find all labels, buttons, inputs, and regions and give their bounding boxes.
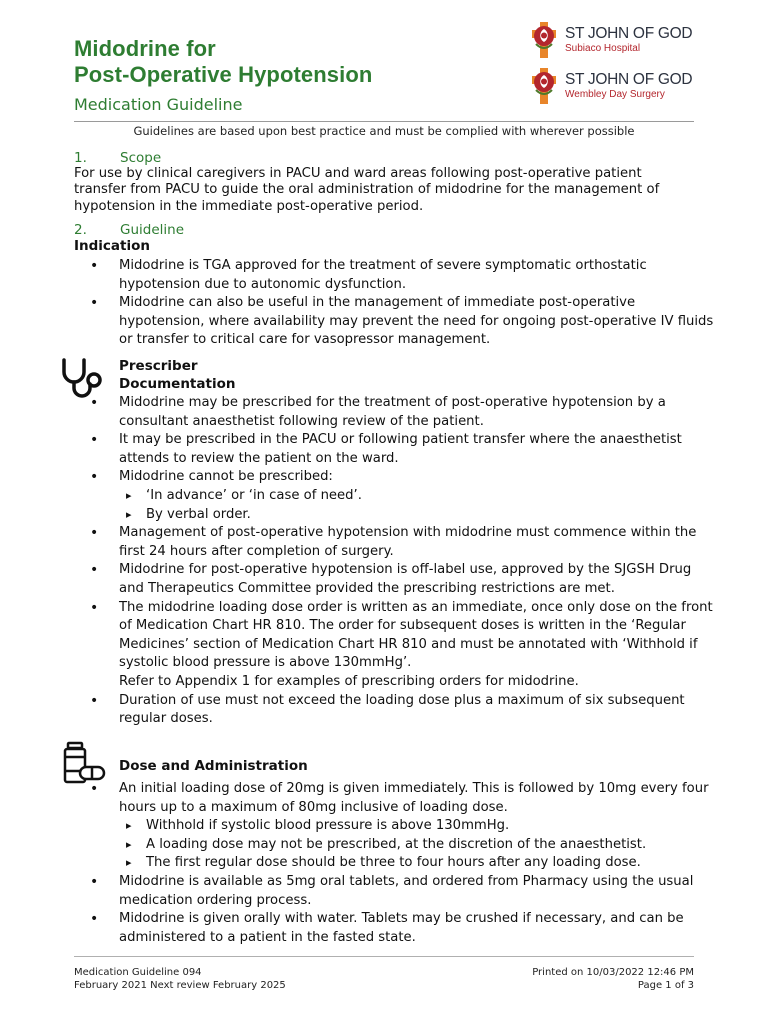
logo-name: ST JOHN OF GOD: [565, 24, 693, 42]
sub-list-item: ▸ Withhold if systolic blood pressure is above 130mmHg.: [119, 817, 714, 836]
sub-list-item: ▸ By verbal order.: [119, 506, 714, 525]
logo-sub: Subiaco Hospital: [565, 43, 641, 55]
documentation-heading-line: Documentation: [119, 376, 236, 392]
sub-list-item: ▸ A loading dose may not be prescribed, at the discretion of the anaesthetist.: [119, 836, 714, 855]
section-title: Scope: [120, 150, 162, 166]
list-item-text: An initial loading dose of 20mg is given immediately. This is followed by 10mg every four hours up to a maximum of 80mg inclusive of loading dose.: [119, 781, 709, 815]
list-item: • Midodrine is given orally with water. Tablets may be crushed if necessary, and can be administered to a patient in the fasted state.: [74, 910, 714, 947]
section-title: Guideline: [120, 222, 185, 238]
list-item: • Midodrine is available as 5mg oral tablets, and ordered from Pharmacy using the usual medication ordering process.: [74, 873, 714, 910]
prescriber-heading-line: Prescriber: [119, 358, 198, 374]
list-item: • Midodrine can also be useful in the management of immediate post-operative hypotension, where availability may prevent the need for ongoing post-operative IV fluids or transfer to critical care for vasopressor management.: [74, 294, 714, 350]
document-subtitle: Medication Guideline: [74, 95, 243, 114]
review-dates: February 2021 Next review February 2025: [74, 980, 286, 991]
list-item-text: Midodrine cannot be prescribed:: [119, 469, 333, 485]
list-item-text: The midodrine loading dose order is written as an immediate, once only dose on the front of Medication Chart HR 810. The order for subsequent doses is written in the ‘Regular Medicines’ section of Medication Chart HR 810 and must be annotated with ‘Withhold if systolic blood pressure is above 130mmHg’.: [119, 599, 713, 671]
section-number: 2.: [74, 222, 87, 238]
indication-list: [74, 257, 714, 350]
sub-list-item: ▸ ‘In advance’ or ‘in case of need’.: [119, 487, 714, 506]
dose-heading: Dose and Administration: [119, 758, 308, 774]
logo-sub: Wembley Day Surgery: [565, 89, 665, 101]
printed-timestamp: Printed on 10/03/2022 12:46 PM: [532, 967, 694, 978]
section-number: 1.: [74, 150, 87, 166]
list-item: • Midodrine is TGA approved for the treatment of severe symptomatic orthostatic hypotension due to autonomic dysfunction.: [74, 257, 714, 294]
sjog-emblem-icon: [527, 66, 561, 106]
sub-list-item: ▸ The first regular dose should be three to four hours after any loading dose.: [119, 854, 714, 873]
page-number: Page 1 of 3: [637, 980, 694, 991]
sjog-wembley-logo: [527, 66, 692, 106]
indication-heading: Indication: [74, 238, 151, 254]
prescriber-heading: [119, 357, 235, 393]
sub-list: [119, 487, 714, 524]
document-title-line2: Post-Operative Hypotension: [74, 62, 373, 87]
scope-text: For use by clinical caregivers in PACU and ward areas following post-operative patient transfer from PACU to guide the oral administration of midodrine for the management of hypotension in the immediate post-operative period.: [74, 166, 660, 214]
list-item: • It may be prescribed in the PACU or following patient transfer where the anaesthetist attends to review the patient on the ward.: [74, 431, 714, 468]
logo-name: ST JOHN OF GOD: [565, 70, 693, 88]
list-item: [74, 599, 714, 692]
list-item: • Duration of use must not exceed the loading dose plus a maximum of six subsequent regular doses.: [74, 692, 714, 729]
document-title-line1: Midodrine for: [74, 36, 216, 61]
compliance-notice: Guidelines are based upon best practice and must be complied with wherever possible: [133, 124, 635, 138]
prescriber-list: [74, 394, 714, 729]
list-item: • Midodrine may be prescribed for the treatment of post-operative hypotension by a consultant anaesthetist following review of the patient.: [74, 394, 714, 431]
sjog-emblem-icon: [527, 20, 561, 60]
list-item: [74, 780, 714, 873]
guideline-number: Medication Guideline 094: [74, 967, 202, 978]
sub-list: [119, 817, 714, 873]
footer-right: [532, 966, 694, 992]
section-heading-scope: [74, 150, 161, 166]
sjog-subiaco-logo: [527, 20, 692, 60]
medication-bottle-icon: [62, 741, 106, 785]
header-divider: [74, 121, 694, 122]
list-item: • Midodrine for post-operative hypotension is off-label use, approved by the SJGSH Drug and Therapeutics Committee provided the prescribing restrictions are met.: [74, 561, 714, 598]
list-item: • Management of post-operative hypotension with midodrine must commence within the first 24 hours after completion of surgery.: [74, 524, 714, 561]
list-item-extra: Refer to Appendix 1 for examples of prescribing orders for midodrine.: [119, 673, 579, 689]
section-heading-guideline: [74, 222, 184, 238]
footer-divider: [74, 956, 694, 957]
dose-list: [74, 780, 714, 947]
list-item: [74, 468, 714, 524]
footer-left: [74, 966, 286, 992]
